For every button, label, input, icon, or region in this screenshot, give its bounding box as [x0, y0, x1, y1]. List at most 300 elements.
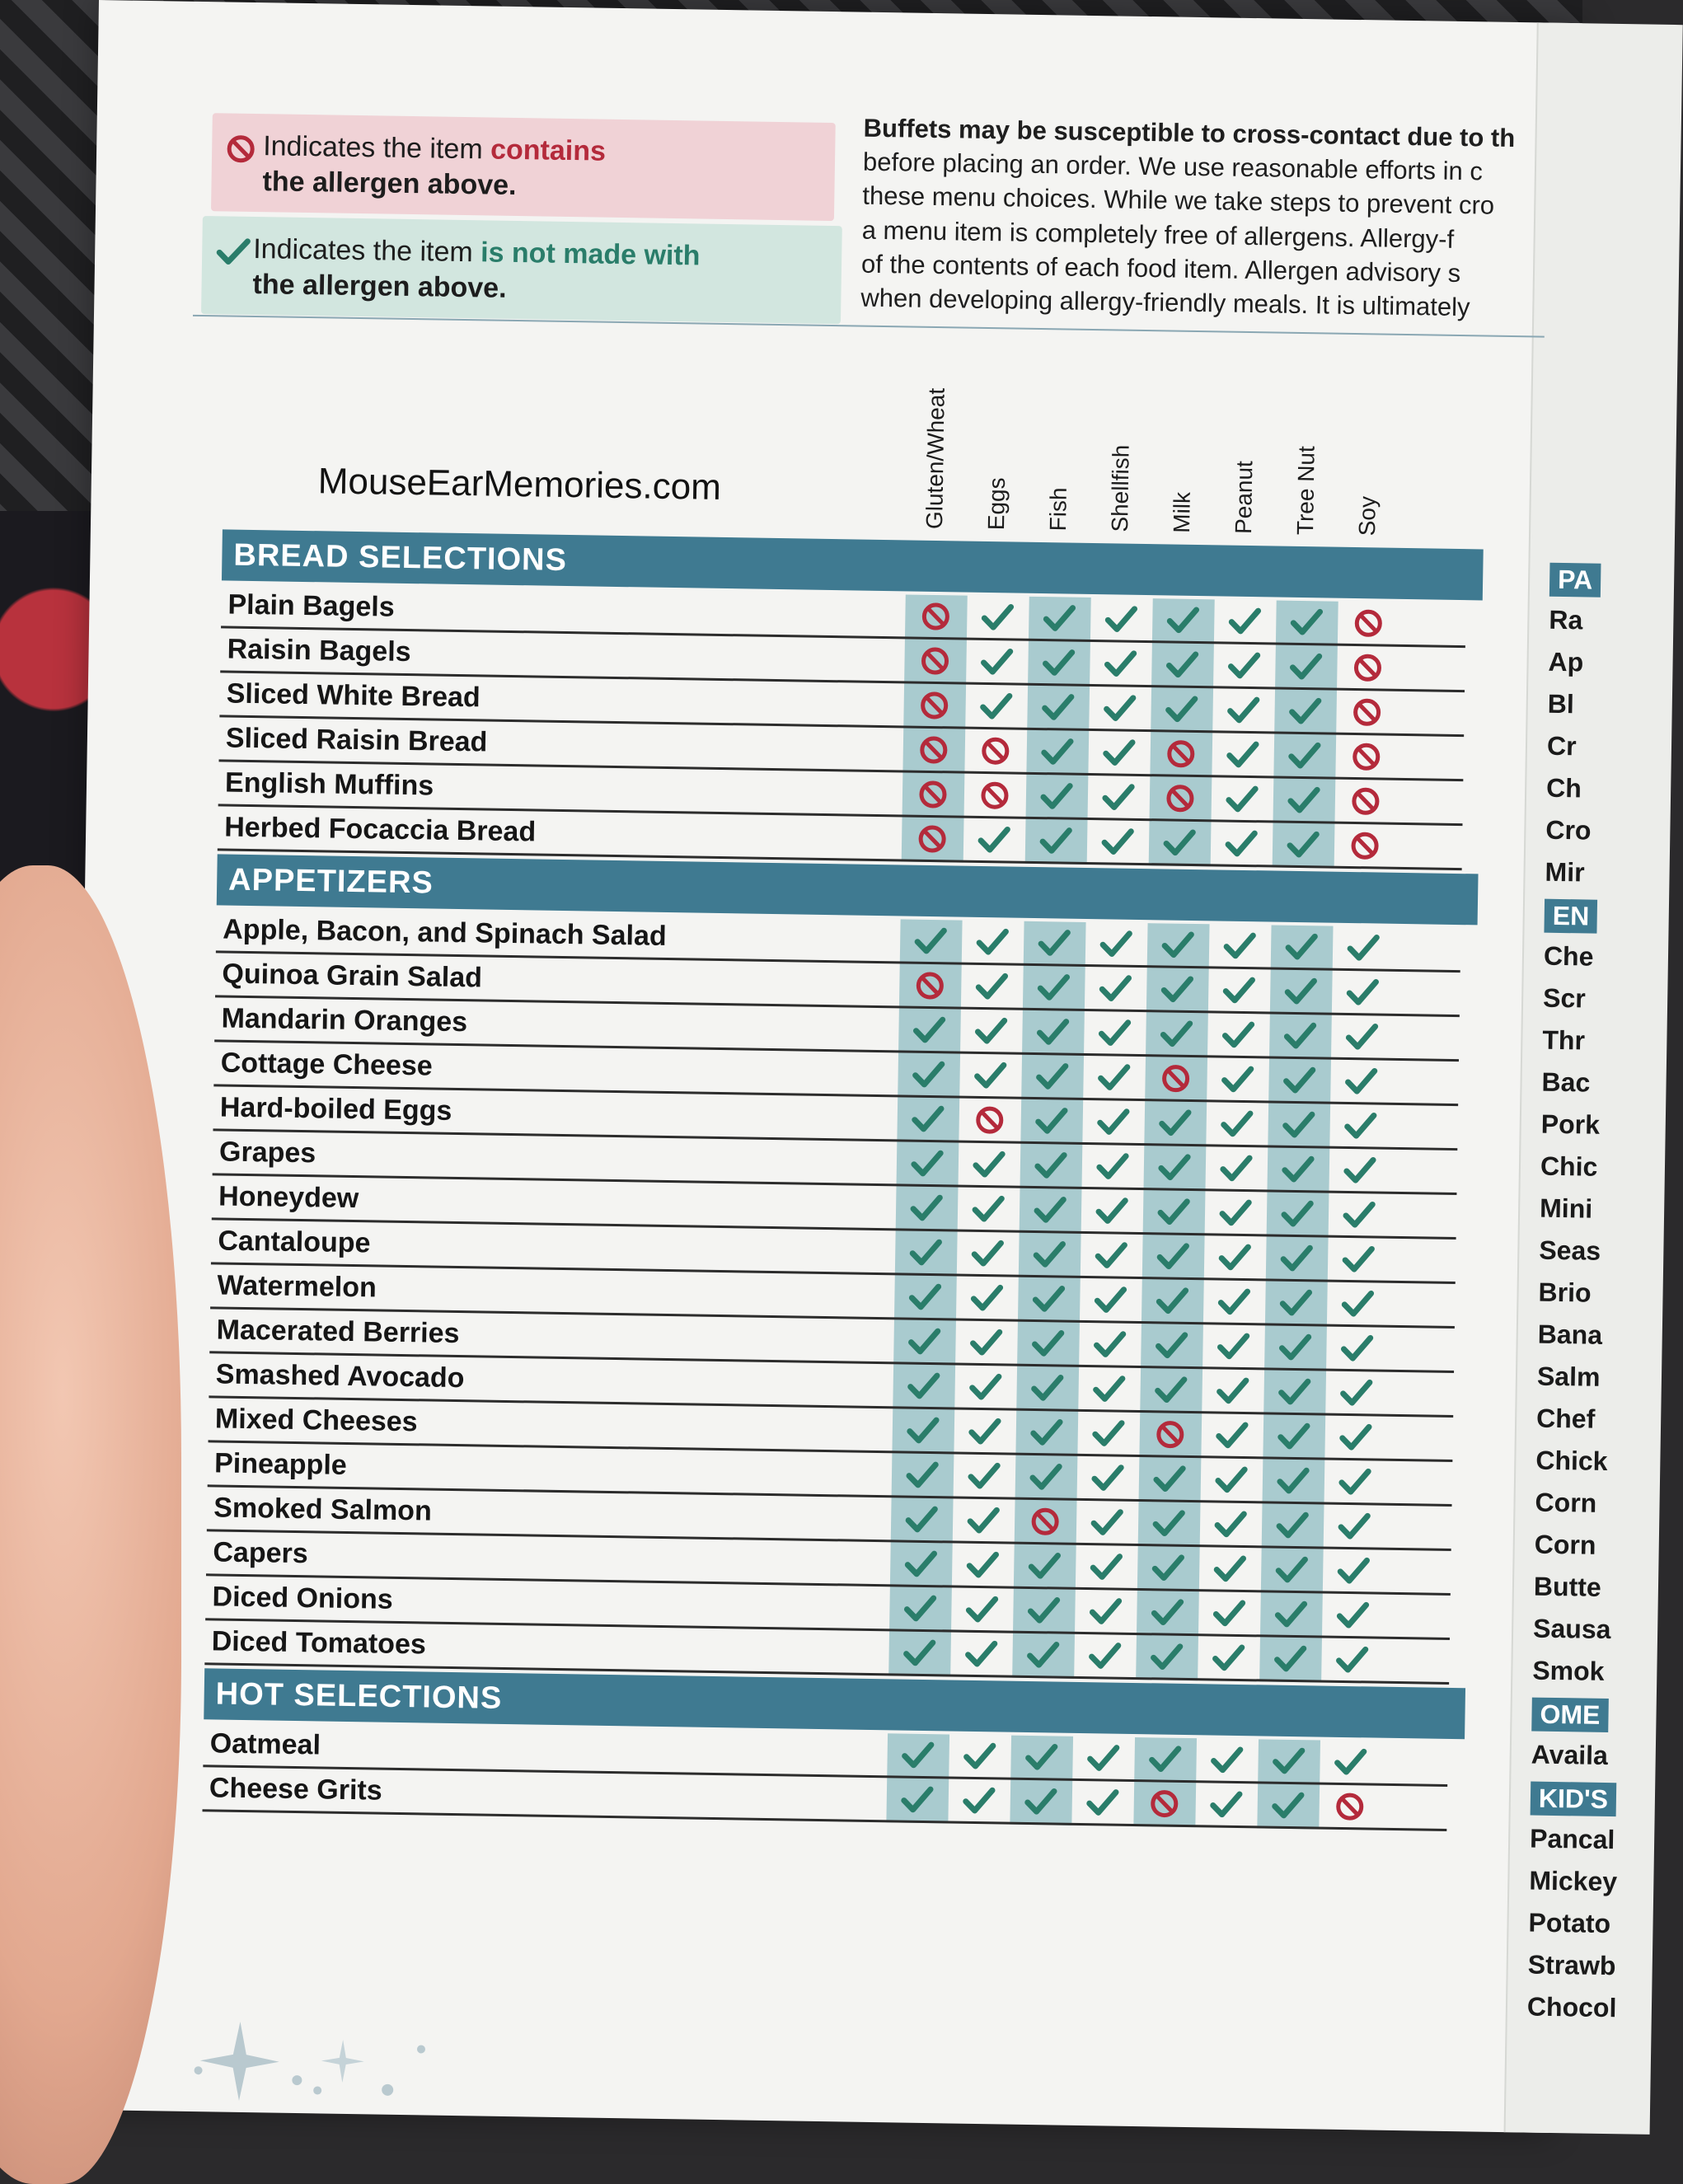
next-panel-fragment: Bl: [1547, 688, 1575, 719]
not-made-with-check-icon: [1082, 1638, 1127, 1675]
advisory-line: a menu item is completely free of allergens. Allergy-f: [861, 215, 1455, 254]
contains-allergen-icon: [1343, 827, 1388, 865]
next-panel-fragment: Chef: [1535, 1403, 1596, 1434]
next-panel-fragment: Pancal: [1529, 1823, 1615, 1855]
not-made-with-check-icon: [1154, 1015, 1199, 1052]
not-made-with-check-icon: [1214, 1150, 1259, 1187]
contains-allergen-icon: [1153, 1060, 1198, 1097]
menu-item-name: Grapes: [218, 1136, 316, 1169]
next-panel-fragment: Salm: [1536, 1361, 1601, 1392]
column-header-label: Tree Nut: [1292, 445, 1320, 536]
not-made-with-check-icon: [1283, 649, 1329, 686]
not-made-with-check-icon: [963, 1369, 1008, 1406]
not-made-with-check-icon: [1208, 1506, 1254, 1543]
not-made-with-check-icon: [1277, 1018, 1323, 1055]
not-made-with-check-icon: [1147, 1460, 1193, 1497]
not-made-with-check-icon: [1279, 929, 1324, 966]
next-panel-fragment: Bac: [1541, 1066, 1591, 1098]
next-panel-fragment: Brio: [1538, 1277, 1592, 1308]
contains-allergen-icon: [1023, 1503, 1068, 1540]
menu-item-name: Raisin Bagels: [227, 633, 411, 668]
column-header: [1230, 460, 1280, 535]
not-made-with-check-icon: [1093, 970, 1138, 1007]
not-made-with-check-icon: [1340, 974, 1385, 1011]
menu-item-name: Macerated Berries: [216, 1314, 460, 1350]
not-made-with-check-icon: [1098, 645, 1143, 682]
not-made-with-check-icon: [1268, 1596, 1314, 1633]
column-header-label: Milk: [1169, 491, 1195, 533]
not-made-with-check-icon: [1272, 1374, 1317, 1411]
not-made-with-check-icon: [959, 1636, 1004, 1673]
not-made-with-check-icon: [957, 1738, 1002, 1775]
contains-allergen-icon: [967, 1102, 1012, 1139]
contains-allergen-icon: [912, 687, 957, 724]
column-header-label: Peanut: [1230, 460, 1258, 535]
not-made-with-check-icon: [906, 1057, 951, 1094]
menu-item-name: Cottage Cheese: [220, 1047, 433, 1082]
section-header: APPETIZERS: [217, 854, 1479, 925]
not-made-with-check-icon: [1332, 1508, 1377, 1545]
not-made-with-check-icon: [1034, 823, 1079, 860]
checkmark-icon: [217, 237, 251, 274]
contains-allergen-icon: [1158, 735, 1203, 772]
menu-item-name: English Muffins: [224, 766, 434, 802]
contains-allergen-icon: [1346, 605, 1391, 642]
advisory-line: of the contents of each food item. Allergen advisory s: [860, 249, 1461, 288]
next-panel-fragment: PA: [1549, 563, 1601, 598]
not-made-with-check-icon: [907, 1012, 952, 1049]
not-made-with-check-icon: [1212, 1239, 1258, 1276]
not-made-with-check-icon: [1212, 1283, 1257, 1320]
contains-allergen-icon: [1142, 1785, 1187, 1822]
column-header: [921, 387, 971, 530]
not-made-with-check-icon: [1217, 927, 1263, 964]
not-made-with-check-icon: [1031, 969, 1076, 1006]
not-made-with-check-icon: [1281, 827, 1326, 864]
next-panel-fragment: Strawb: [1527, 1949, 1616, 1981]
not-made-with-check-icon: [1085, 1504, 1130, 1541]
not-made-with-check-icon: [1037, 600, 1082, 637]
not-made-with-check-icon: [1024, 1414, 1069, 1451]
not-made-with-check-icon: [965, 1235, 1010, 1272]
menu-item-name: Cheese Grits: [209, 1772, 382, 1807]
not-made-with-check-icon: [1209, 1417, 1254, 1454]
next-panel-fragment: Corn: [1535, 1487, 1597, 1518]
not-made-with-check-icon: [1025, 1325, 1071, 1362]
not-made-with-check-icon: [1094, 926, 1139, 963]
menu-item-name: Herbed Focaccia Bread: [223, 811, 537, 848]
next-panel-fragment: Potato: [1528, 1907, 1611, 1939]
not-made-with-check-icon: [962, 1458, 1007, 1495]
not-made-with-check-icon: [1085, 1415, 1131, 1452]
next-panel-fragment: Cr: [1546, 730, 1577, 762]
not-made-with-check-icon: [1090, 1148, 1136, 1185]
not-made-with-check-icon: [1278, 973, 1324, 1010]
not-made-with-check-icon: [1337, 1197, 1382, 1234]
not-made-with-check-icon: [1089, 1237, 1134, 1274]
not-made-with-check-icon: [1269, 1552, 1315, 1589]
column-header-label: Shellfish: [1107, 444, 1134, 532]
not-made-with-check-icon: [974, 644, 1020, 681]
not-made-with-check-icon: [1282, 738, 1327, 775]
column-header-label: Soy: [1353, 495, 1381, 537]
not-made-with-check-icon: [1215, 1061, 1260, 1098]
not-made-with-check-icon: [1024, 1370, 1070, 1407]
not-made-with-check-icon: [1206, 1639, 1251, 1676]
website-watermark: MouseEarMemories.com: [317, 461, 722, 508]
not-made-with-check-icon: [1271, 1418, 1316, 1455]
next-panel-fragment: Mickey: [1529, 1865, 1618, 1897]
not-made-with-check-icon: [1035, 689, 1081, 726]
not-made-with-check-icon: [1090, 1104, 1136, 1141]
advisory-line: before placing an order. We use reasonable efforts in c: [862, 147, 1484, 186]
not-made-with-check-icon: [1273, 1329, 1318, 1366]
sparkle-decoration: [173, 2013, 447, 2111]
not-made-with-check-icon: [1333, 1419, 1378, 1456]
prohibited-icon: [227, 134, 255, 171]
not-made-with-check-icon: [1029, 1103, 1074, 1140]
next-panel-fragment: Ra: [1549, 604, 1583, 635]
contains-allergen-icon: [973, 733, 1018, 770]
not-made-with-check-icon: [968, 1013, 1014, 1050]
not-made-with-check-icon: [961, 1502, 1006, 1540]
not-made-with-check-icon: [905, 1101, 950, 1138]
not-made-with-check-icon: [1018, 1783, 1063, 1821]
next-panel-fragment: Availa: [1531, 1739, 1609, 1771]
not-made-with-check-icon: [1214, 1105, 1259, 1142]
not-made-with-check-icon: [1339, 1019, 1385, 1056]
legend-contains-text: Indicates the item: [262, 130, 491, 166]
not-made-with-check-icon: [1036, 644, 1081, 682]
not-made-with-check-icon: [1219, 825, 1264, 862]
menu-item-name: Hard-boiled Eggs: [219, 1091, 452, 1127]
column-header-label: Eggs: [983, 477, 1010, 531]
not-made-with-check-icon: [969, 968, 1015, 1005]
not-made-with-check-icon: [1087, 1326, 1132, 1363]
not-made-with-check-icon: [1152, 1149, 1198, 1186]
menu-item-name: Oatmeal: [209, 1727, 321, 1761]
contains-allergen-icon: [1344, 694, 1390, 731]
next-panel-fragment: KID'S: [1531, 1782, 1617, 1817]
not-made-with-check-icon: [1022, 1548, 1067, 1585]
not-made-with-check-icon: [1271, 1463, 1316, 1500]
not-made-with-check-icon: [1160, 602, 1206, 639]
not-made-with-check-icon: [1220, 736, 1265, 773]
next-panel-fragment: Scr: [1542, 982, 1587, 1014]
not-made-with-check-icon: [1155, 971, 1200, 1008]
not-made-with-check-icon: [1265, 1788, 1310, 1825]
not-made-with-check-icon: [1086, 1371, 1132, 1408]
not-made-with-check-icon: [1282, 693, 1328, 730]
not-made-with-check-icon: [1270, 1507, 1315, 1544]
not-made-with-check-icon: [1142, 1741, 1188, 1778]
not-made-with-check-icon: [1088, 1282, 1133, 1319]
not-made-with-check-icon: [970, 924, 1015, 961]
not-made-with-check-icon: [960, 1547, 1006, 1584]
not-made-with-check-icon: [963, 1413, 1008, 1451]
not-made-with-check-icon: [1020, 1637, 1066, 1674]
column-header-label: Fish: [1045, 487, 1071, 532]
not-made-with-check-icon: [1032, 925, 1077, 962]
not-made-with-check-icon: [1335, 1286, 1381, 1323]
not-made-with-check-icon: [1273, 1285, 1319, 1322]
column-header: [1107, 444, 1156, 532]
not-made-with-check-icon: [895, 1736, 940, 1774]
not-made-with-check-icon: [1221, 691, 1266, 729]
not-made-with-check-icon: [1146, 1505, 1192, 1542]
not-made-with-check-icon: [1216, 1016, 1261, 1053]
menu-item-name: Smoked Salmon: [213, 1492, 433, 1527]
legend-contains: [211, 113, 836, 221]
not-made-with-check-icon: [1152, 1104, 1198, 1141]
not-made-with-check-icon: [1276, 1107, 1321, 1144]
not-made-with-check-icon: [1029, 1147, 1074, 1184]
menu-item-name: Cantaloupe: [218, 1225, 371, 1259]
not-made-with-check-icon: [1144, 1638, 1189, 1675]
not-made-with-check-icon: [1275, 1196, 1320, 1233]
not-made-with-check-icon: [1151, 1193, 1197, 1230]
contains-allergen-icon: [907, 968, 953, 1005]
not-made-with-check-icon: [975, 599, 1020, 636]
next-panel-fragment: Chic: [1540, 1151, 1598, 1182]
not-made-with-check-icon: [1027, 1236, 1072, 1273]
next-panel-fragment: Che: [1543, 940, 1594, 972]
next-panel-fragment: EN: [1544, 899, 1597, 934]
not-made-with-check-icon: [973, 688, 1019, 725]
not-made-with-check-icon: [1221, 648, 1267, 685]
not-made-with-check-icon: [1160, 646, 1205, 683]
menu-item-name: Mandarin Oranges: [221, 1002, 468, 1038]
legend-notmade-tail: the allergen above.: [252, 268, 507, 304]
contains-allergen-icon: [1158, 780, 1203, 817]
not-made-with-check-icon: [902, 1279, 948, 1316]
not-made-with-check-icon: [1268, 1641, 1313, 1678]
not-made-with-check-icon: [959, 1591, 1005, 1629]
not-made-with-check-icon: [956, 1783, 1001, 1820]
contains-allergen-icon: [1343, 738, 1389, 776]
menu-item-name: Apple, Bacon, and Spinach Salad: [223, 913, 667, 952]
not-made-with-check-icon: [1222, 603, 1268, 640]
advisory-line: these menu choices. While we take steps to prevent cro: [862, 181, 1495, 221]
not-made-with-check-icon: [1151, 1238, 1196, 1275]
next-panel-fragment: Bana: [1537, 1319, 1603, 1350]
not-made-with-check-icon: [1210, 1372, 1255, 1409]
not-made-with-check-icon: [1149, 1327, 1194, 1364]
next-panel-fragment: Thr: [1542, 1024, 1586, 1056]
not-made-with-check-icon: [1021, 1592, 1067, 1629]
next-panel-fragment: Chocol: [1526, 1991, 1617, 2023]
not-made-with-check-icon: [1277, 1062, 1322, 1099]
not-made-with-check-icon: [1207, 1595, 1252, 1632]
not-made-with-check-icon: [964, 1280, 1010, 1317]
next-panel-fragment: OME: [1531, 1698, 1609, 1732]
not-made-with-check-icon: [1019, 1739, 1064, 1776]
not-made-with-check-icon: [1145, 1594, 1190, 1631]
section-header: HOT SELECTIONS: [204, 1668, 1465, 1739]
not-made-with-check-icon: [1034, 733, 1080, 771]
not-made-with-check-icon: [1096, 734, 1142, 771]
allergy-menu-page: [66, 0, 1618, 2133]
not-made-with-check-icon: [1085, 1460, 1131, 1497]
not-made-with-check-icon: [1336, 1241, 1381, 1278]
not-made-with-check-icon: [897, 1634, 942, 1671]
not-made-with-check-icon: [1331, 1553, 1376, 1590]
menu-item-name: Sliced Raisin Bread: [225, 722, 488, 758]
not-made-with-check-icon: [1096, 779, 1142, 816]
contains-allergen-icon: [912, 643, 958, 680]
next-panel-fragment: Mini: [1539, 1193, 1593, 1224]
not-made-with-check-icon: [1333, 1464, 1378, 1501]
not-made-with-check-icon: [1266, 1743, 1311, 1780]
next-panel-fragment: Ch: [1545, 772, 1582, 804]
advisory-text: [860, 111, 1548, 326]
menu-item-name: Plain Bagels: [227, 588, 395, 623]
contains-allergen-icon: [973, 777, 1018, 814]
legend-notmade-emphasis: is not made with: [480, 237, 701, 272]
not-made-with-check-icon: [1341, 930, 1386, 967]
not-made-with-check-icon: [894, 1781, 940, 1818]
column-header-label: Gluten/Wheat: [921, 387, 949, 530]
menu-item-name: Diced Onions: [212, 1581, 393, 1615]
next-panel-fragment: Mir: [1545, 856, 1585, 888]
not-made-with-check-icon: [901, 1368, 946, 1405]
not-made-with-check-icon: [1334, 1375, 1379, 1412]
not-made-with-check-icon: [1338, 1152, 1383, 1189]
not-made-with-check-icon: [1211, 1328, 1256, 1365]
not-made-with-check-icon: [1220, 780, 1265, 818]
contains-allergen-icon: [910, 821, 955, 858]
not-made-with-check-icon: [1024, 1459, 1069, 1496]
menu-item-name: Pineapple: [213, 1447, 348, 1481]
next-panel-fragment: Sausa: [1532, 1613, 1611, 1645]
not-made-with-check-icon: [1081, 1740, 1126, 1777]
legend-contains-tail: the allergen above.: [262, 165, 517, 201]
next-panel-fragment: Butte: [1533, 1571, 1602, 1602]
column-header: [1045, 487, 1095, 532]
menu-item-name: Smashed Avocado: [215, 1358, 465, 1394]
next-panel-fragment: Ap: [1548, 646, 1584, 677]
next-panel-fragment: Chick: [1535, 1445, 1608, 1476]
not-made-with-check-icon: [966, 1191, 1011, 1228]
not-made-with-check-icon: [1282, 782, 1327, 819]
not-made-with-check-icon: [1028, 1192, 1073, 1229]
column-header: [1292, 445, 1342, 536]
not-made-with-check-icon: [1083, 1593, 1128, 1630]
menu-item-name: Capers: [213, 1536, 308, 1570]
menu-item-name: Mixed Cheeses: [214, 1403, 418, 1438]
not-made-with-check-icon: [963, 1324, 1009, 1361]
contains-allergen-icon: [1147, 1416, 1193, 1453]
not-made-with-check-icon: [1330, 1597, 1376, 1634]
menu-item-name: Watermelon: [217, 1269, 377, 1304]
not-made-with-check-icon: [1217, 972, 1262, 1009]
column-header: [983, 477, 1033, 531]
not-made-with-check-icon: [972, 822, 1017, 859]
not-made-with-check-icon: [904, 1190, 949, 1227]
not-made-with-check-icon: [967, 1146, 1012, 1183]
not-made-with-check-icon: [1146, 1549, 1191, 1586]
not-made-with-check-icon: [898, 1590, 943, 1627]
not-made-with-check-icon: [1328, 1744, 1373, 1781]
not-made-with-check-icon: [899, 1501, 945, 1538]
not-made-with-check-icon: [908, 923, 954, 960]
not-made-with-check-icon: [1274, 1240, 1320, 1277]
not-made-with-check-icon: [1213, 1194, 1259, 1231]
not-made-with-check-icon: [900, 1456, 945, 1493]
contains-allergen-icon: [1327, 1788, 1372, 1825]
not-made-with-check-icon: [1338, 1108, 1383, 1145]
not-made-with-check-icon: [898, 1545, 944, 1582]
not-made-with-check-icon: [1084, 1549, 1129, 1586]
contains-allergen-icon: [911, 732, 956, 769]
menu-item-name: Diced Tomatoes: [211, 1625, 427, 1661]
not-made-with-check-icon: [1099, 601, 1144, 638]
next-panel-fragment: Pork: [1540, 1108, 1601, 1140]
section-header: BREAD SELECTIONS: [222, 529, 1484, 600]
not-made-with-check-icon: [1026, 1281, 1071, 1318]
advisory-line: when developing allergy-friendly meals. It is ultimately: [860, 283, 1470, 322]
contains-allergen-icon: [1345, 649, 1390, 687]
not-made-with-check-icon: [1209, 1461, 1254, 1498]
menu-item-name: Sliced White Bread: [226, 677, 481, 714]
column-header: [1353, 495, 1404, 537]
not-made-with-check-icon: [1284, 604, 1329, 641]
not-made-with-check-icon: [1091, 1059, 1137, 1096]
not-made-with-check-icon: [1080, 1784, 1125, 1821]
not-made-with-check-icon: [1092, 1015, 1137, 1052]
next-panel-fragments: [1526, 22, 1683, 2023]
menu-item-name: Honeydew: [218, 1180, 359, 1215]
not-made-with-check-icon: [1029, 1058, 1075, 1095]
next-panel-fragment: Cro: [1545, 814, 1592, 846]
contains-allergen-icon: [911, 776, 956, 813]
not-made-with-check-icon: [1150, 1282, 1195, 1319]
contains-allergen-icon: [1343, 783, 1389, 820]
advisory-line: Buffets may be susceptible to cross-contact due to th: [863, 113, 1516, 153]
column-header: [1169, 491, 1218, 533]
next-panel: [1504, 22, 1683, 2134]
not-made-with-check-icon: [1159, 691, 1204, 728]
legend-contains-emphasis: contains: [490, 134, 607, 167]
not-made-with-check-icon: [901, 1412, 946, 1449]
not-made-with-check-icon: [1203, 1786, 1249, 1823]
not-made-with-check-icon: [1148, 1371, 1193, 1408]
not-made-with-check-icon: [1097, 690, 1142, 727]
not-made-with-check-icon: [1034, 778, 1080, 815]
next-panel-fragment: Seas: [1539, 1235, 1601, 1266]
not-made-with-check-icon: [905, 1146, 950, 1183]
not-made-with-check-icon: [1157, 824, 1202, 861]
not-made-with-check-icon: [968, 1057, 1013, 1094]
not-made-with-check-icon: [1090, 1193, 1135, 1230]
not-made-with-check-icon: [1095, 823, 1141, 860]
menu-item-name: Quinoa Grain Salad: [222, 958, 483, 994]
not-made-with-check-icon: [902, 1324, 947, 1361]
not-made-with-check-icon: [1030, 1014, 1076, 1051]
next-panel-fragment: Corn: [1534, 1529, 1596, 1560]
not-made-with-check-icon: [1329, 1642, 1375, 1679]
legend-notmade-text: Indicates the item: [252, 232, 481, 269]
not-made-with-check-icon: [1156, 926, 1201, 963]
next-panel-fragment: Smok: [1532, 1655, 1605, 1686]
not-made-with-check-icon: [1276, 1151, 1321, 1188]
not-made-with-check-icon: [1334, 1330, 1380, 1367]
contains-allergen-icon: [913, 598, 959, 635]
not-made-with-check-icon: [903, 1235, 949, 1272]
legend-not-made-with: [201, 216, 842, 324]
not-made-with-check-icon: [1207, 1550, 1253, 1587]
not-made-with-check-icon: [1204, 1741, 1249, 1779]
